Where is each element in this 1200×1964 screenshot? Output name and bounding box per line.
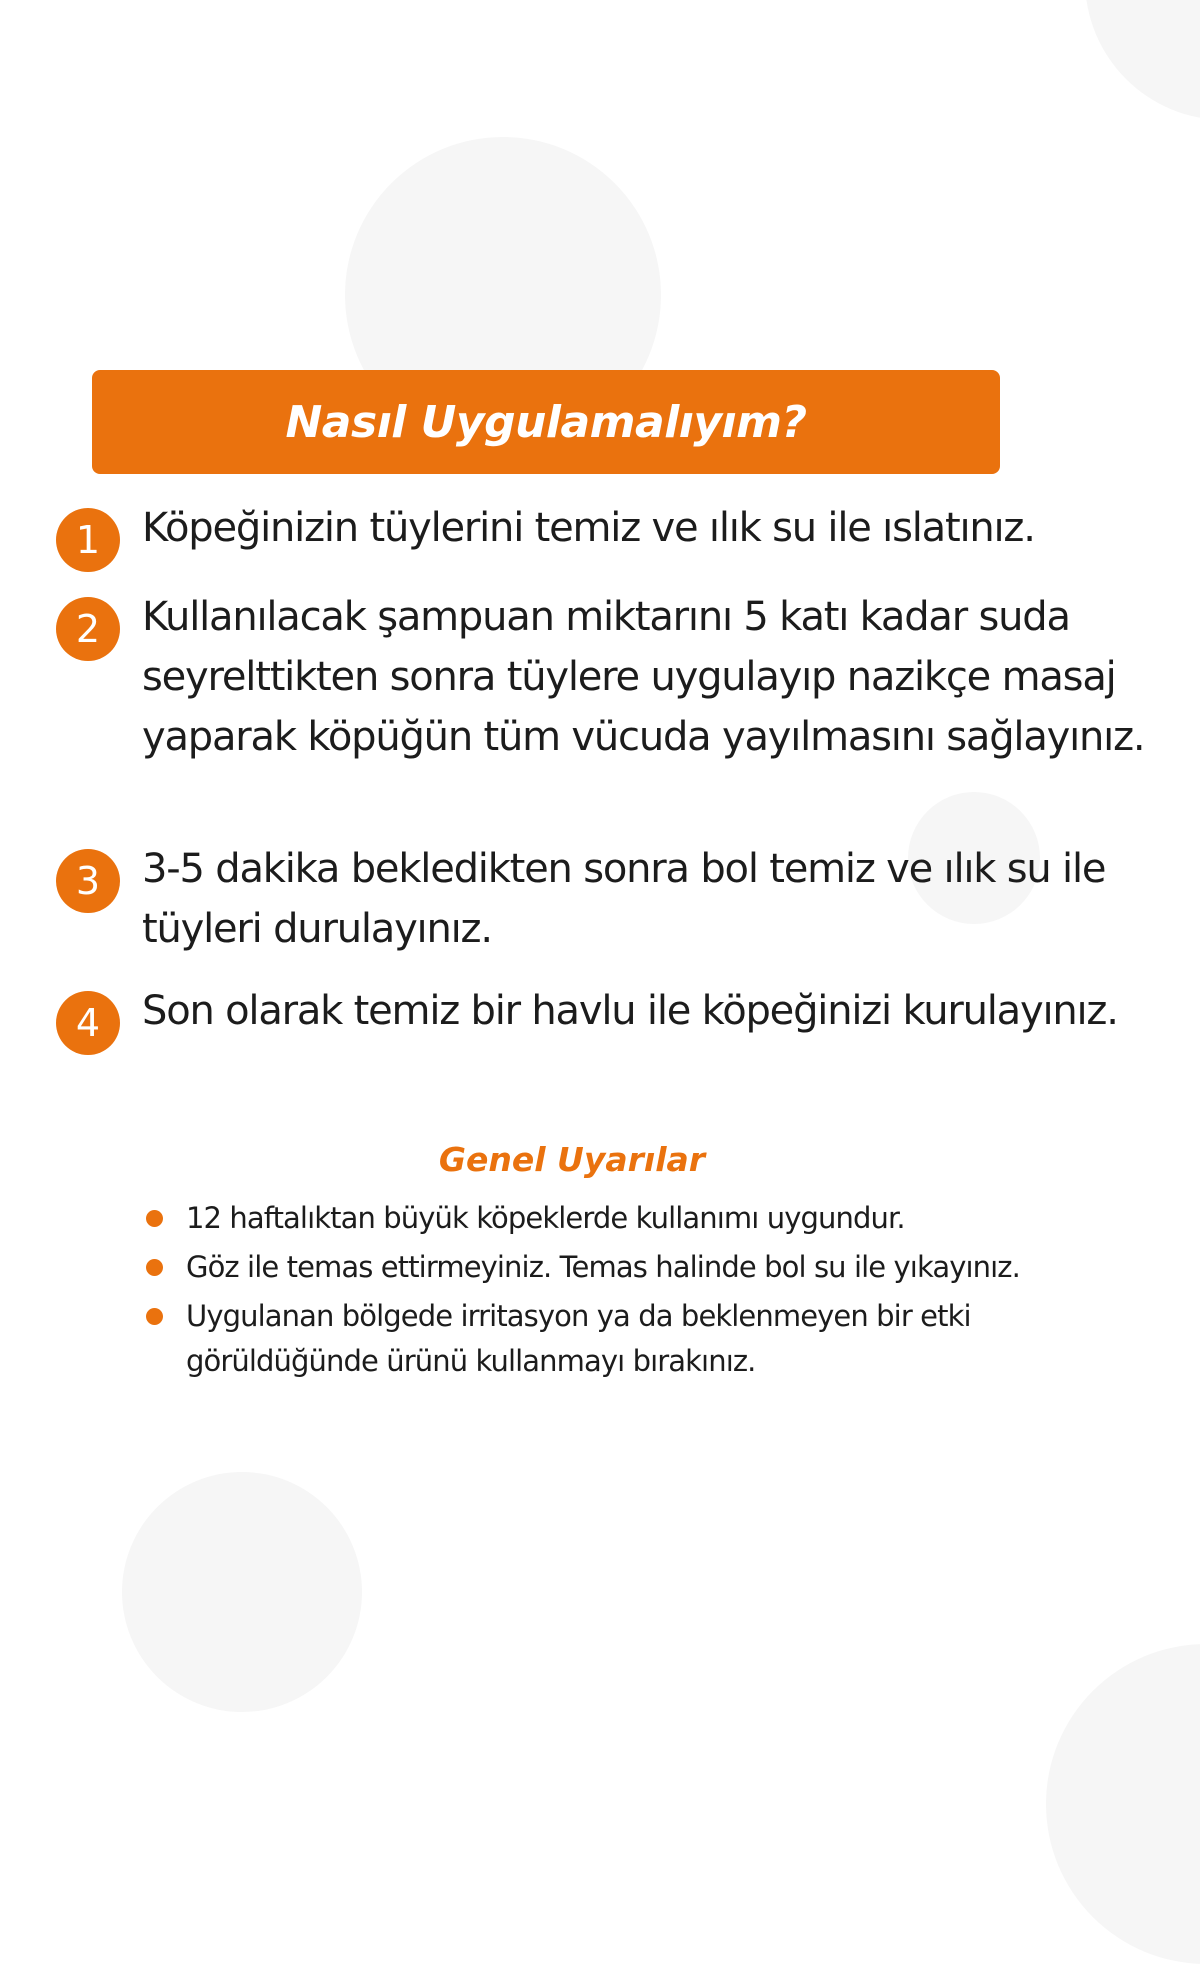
step-number-badge: 2 (56, 597, 120, 661)
bullet-dot-icon (146, 1259, 163, 1276)
warning-item (146, 1196, 1026, 1241)
warning-text: Uygulanan bölgede irritasyon ya da beklenmeyen bir etki görüldüğünde ürünü kullanmayı bırakınız. (186, 1299, 971, 1378)
bullet-dot-icon (146, 1308, 163, 1325)
warnings-list (146, 1196, 1026, 1388)
step-number-badge: 4 (56, 991, 120, 1055)
step-number-badge: 3 (56, 849, 120, 913)
warnings-heading: Genel Uyarılar (438, 1140, 706, 1179)
warning-item (146, 1245, 1026, 1290)
warning-item (146, 1294, 1026, 1384)
step-text: Köpeğinizin tüylerini temiz ve ılık su ile ıslatınız. (142, 505, 1035, 551)
step-number-badge: 1 (56, 508, 120, 572)
warning-text: 12 haftalıktan büyük köpeklerde kullanımı uygundur. (186, 1201, 905, 1235)
decorative-circle (1085, 0, 1200, 120)
decorative-circle (1046, 1644, 1200, 1964)
step-text: 3-5 dakika bekledikten sonra bol temiz ve ılık su ile tüyleri durulayınız. (142, 846, 1106, 952)
header-banner (92, 370, 1000, 474)
warning-text: Göz ile temas ettirmeyiniz. Temas halinde bol su ile yıkayınız. (186, 1250, 1020, 1284)
step-text: Kullanılacak şampuan miktarını 5 katı kadar suda seyrelttikten sonra tüylere uygulayıp nazikçe masaj yaparak köpüğün tüm vücuda yayılmasını sağlayınız. (142, 594, 1145, 760)
bullet-dot-icon (146, 1210, 163, 1227)
page-title: Nasıl Uygulamalıyım? (285, 396, 807, 448)
decorative-circle (122, 1472, 362, 1712)
step-text: Son olarak temiz bir havlu ile köpeğinizi kurulayınız. (142, 988, 1118, 1034)
